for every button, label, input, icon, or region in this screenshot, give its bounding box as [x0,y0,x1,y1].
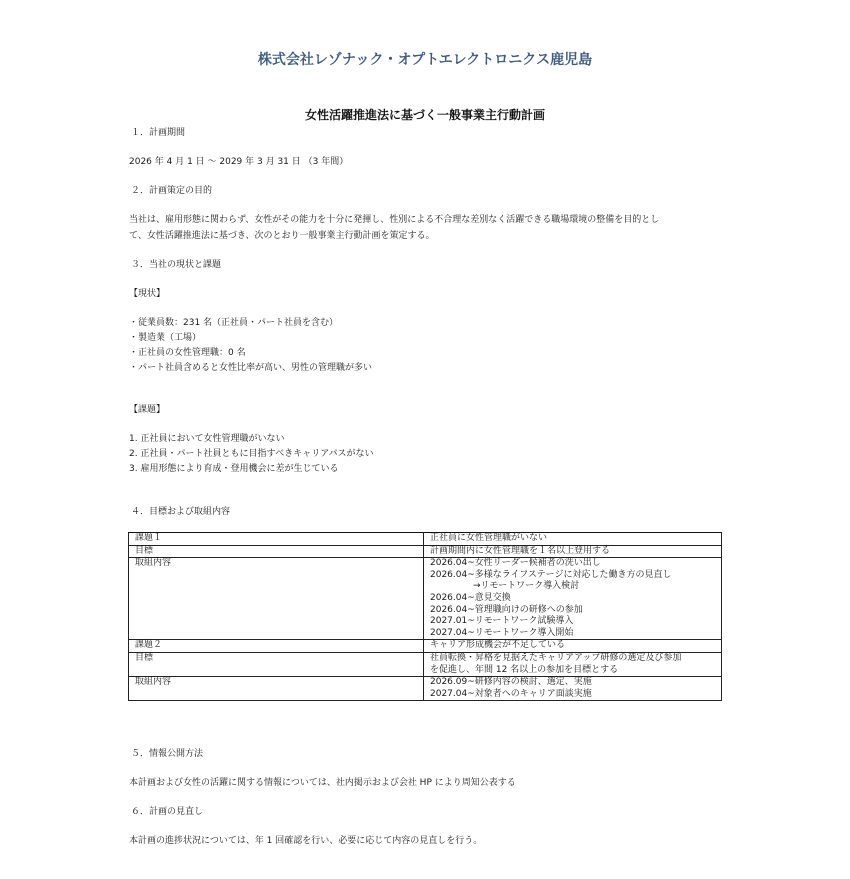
row-label: 課題２ [129,640,424,653]
action-line: 2027.04~対象者へのキャリア面談実施 [430,688,592,699]
table-row [129,640,722,653]
row-value [424,558,722,640]
action-line: 2027.01~リモートワーク試験導入 [430,616,574,627]
document-title: 女性活躍推進法に基づく一般事業主行動計画 [304,108,545,122]
purpose-line-2: て、女性活躍推進法に基づき、次のとおり一般事業主行動計画を策定する。 [129,231,435,241]
section-3-heading: ３．当社の現状と課題 [131,260,222,270]
table-row [129,558,722,640]
action-line: 2026.04~女性リーダー候補者の洗い出し [430,558,601,569]
goal-line: を促進し、年間 12 名以上の参加を目標とする [430,664,619,675]
issue-item: 3. 雇用形態により育成・登用機会に差が生じている [129,464,339,474]
row-value [424,677,722,701]
table-row [129,652,722,676]
action-line: 2026.09~研修内容の検討、選定、実施 [430,677,592,688]
issue-item: 2. 正社員・パート社員ともに目指すべきキャリアパスがない [129,449,374,459]
goals-table [128,532,722,701]
table-row [129,545,722,558]
issues-label: 【課題】 [129,405,166,415]
action-line: →リモートワーク導入検討 [473,581,580,592]
issue-item: 1. 正社員において女性管理職がいない [129,434,285,444]
action-line: 2027.04~リモートワーク導入開始 [430,627,574,638]
row-value: 正社員に女性管理職がいない [424,533,722,546]
review-text: 本計画の進捗状況については、年 1 回確認を行い、必要に応じて内容の見直しを行う。 [129,836,483,846]
row-label: 課題１ [129,533,424,546]
row-label: 取組内容 [129,677,424,701]
status-item: ・パート社員含めると女性比率が高い、男性の管理職が多い [129,363,373,373]
disclosure-text: 本計画および女性の活躍に関する情報については、社内掲示および会社 HP により周知公表する [129,778,516,788]
section-4-heading: ４．目標および取組内容 [131,507,231,517]
status-item: ・従業員数：231 名（正社員・パート社員を含む） [129,318,339,328]
status-item: ・製造業（工場） [129,333,202,343]
row-label: 取組内容 [129,558,424,640]
table-row [129,533,722,546]
row-label: 目標 [129,545,424,558]
status-item: ・正社員の女性管理職：0 名 [129,348,246,358]
status-label: 【現状】 [129,289,166,299]
action-line: 2026.04~意見交換 [430,592,511,603]
table-row [129,677,722,701]
goal-line: 社員転換・昇格を見据えたキャリアアップ研修の選定及び参加 [430,652,682,663]
section-2-heading: ２．計画策定の目的 [131,186,213,196]
row-value: 計画期間内に女性管理職を１名以上登用する [424,545,722,558]
section-5-heading: ５．情報公開方法 [131,749,204,759]
plan-period: 2026 年 4 月 1 日 〜 2029 年 3 月 31 日 （3 年間） [129,157,349,167]
purpose-line-1: 当社は、雇用形態に関わらず、女性がその能力を十分に発揮し、性別による不合理な差別なく活躍できる職場環境の整備を目的とし [129,215,660,225]
row-value: キャリア形成機会が不足している [424,640,722,653]
section-1-heading: １．計画期間 [131,128,186,138]
action-line: 2026.04~多様なライフステージに対応した働き方の見直し [430,569,672,580]
row-label: 目標 [129,652,424,676]
action-line: 2026.04~管理職向けの研修への参加 [430,604,583,615]
company-name: 株式会社レゾナック・オプトエレクトロニクス鹿児島 [257,52,593,68]
row-value [424,652,722,676]
section-6-heading: ６．計画の見直し [131,807,204,817]
